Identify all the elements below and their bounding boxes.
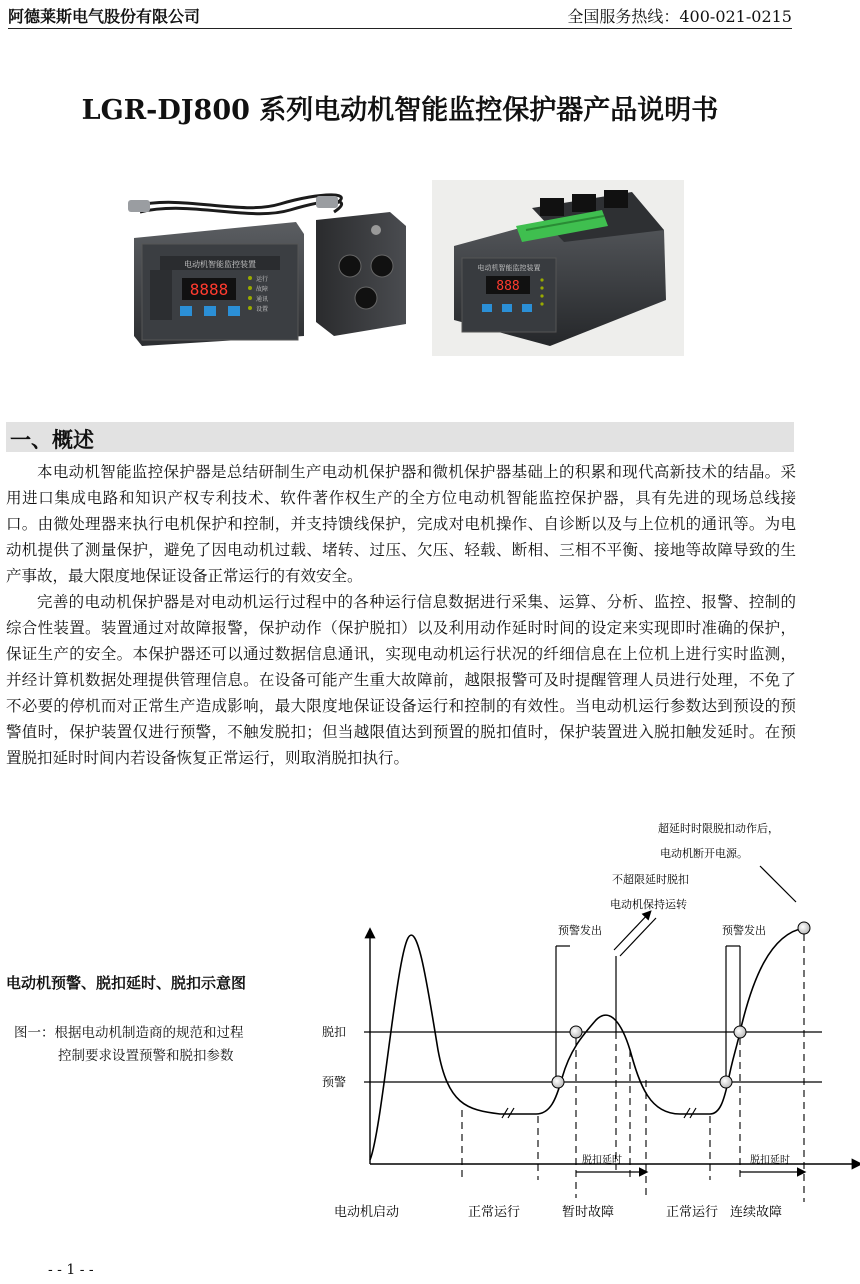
panel-display-2: 888: [496, 279, 520, 294]
stage-label-normal-2: 正常运行: [666, 1205, 719, 1220]
note-keep-line2: 电动机保持运转: [610, 898, 687, 911]
level-warn-label: 预警: [322, 1075, 347, 1089]
page-number: - - 1 - -: [48, 1262, 94, 1278]
stage-label-normal-1: 正常运行: [468, 1205, 521, 1220]
stage-label-cont-fault: 连续故障: [730, 1205, 783, 1220]
panel-button: [228, 306, 240, 316]
panel-title-2: 电动机智能监控装置: [477, 264, 541, 272]
figure-caption: [14, 1022, 284, 1068]
warn-point: [552, 1076, 564, 1088]
pointer-line: [760, 866, 796, 902]
trip-point: [734, 1026, 746, 1038]
panel-button: [204, 306, 216, 316]
panel-display-1: 8888: [189, 280, 229, 299]
caption-line: 图一：根据电动机制造商的规范和过程: [14, 1025, 244, 1041]
paragraph: 本电动机智能监控保护器是总结研制生产电动机保护器和微机保护器基础上的积累和现代高新技术的结晶。采用进口集成电路和知识产权专利技术、软件著作权生产的全方位电动机智能监控保护器，具有先进的现场总线接口。由微处理器来执行电机保护和控制，并支持馈线保护，完成对电机操作、自诊断以及与上位机的通讯等。为电动机提供了测量保护，避免了因电动机过载、堵转、过压、欠压、轻载、断相、三相不平衡、接地等故障导致的生产事故，最大限度地保证设备正常运行的有效安全。: [6, 463, 796, 585]
note-trip-line2: 电动机断开电源。: [660, 847, 748, 860]
section-title: 一、概述: [10, 427, 94, 452]
warn-point: [720, 1076, 732, 1088]
document-title: LGR-DJ800 系列电动机智能监控保护器产品说明书: [81, 95, 719, 126]
panel-button: [482, 304, 492, 312]
disconnect-point: [798, 922, 810, 934]
overview-body: [6, 459, 796, 771]
indicator-label: 运行: [256, 276, 269, 283]
note-trip-line1: 超延时时限脱扣动作后，: [658, 822, 779, 835]
motor-current-curve: [370, 928, 804, 1160]
section-header-overview: [6, 422, 794, 452]
delay-label-1: 脱扣延时: [582, 1155, 622, 1166]
stage-label-temp-fault: 暂时故障: [562, 1205, 615, 1220]
pointer-line: [614, 912, 650, 950]
service-hotline: 全国服务热线：400-021-0215: [567, 7, 792, 26]
panel-button: [522, 304, 532, 312]
indicator-label: 故障: [256, 286, 269, 293]
trip-point: [570, 1026, 582, 1038]
note-keep-line1: 不超限延时脱扣: [612, 873, 689, 886]
company-name: 阿德莱斯电气股份有限公司: [8, 7, 201, 26]
level-trip-label: 脱扣: [322, 1025, 347, 1039]
figure-title: 电动机预警、脱扣延时、脱扣示意图: [6, 974, 247, 992]
indicator-label: 设置: [256, 306, 269, 313]
caption-line: 控制要求设置预警和脱扣参数: [58, 1048, 234, 1064]
panel-title-1: 电动机智能监控装置: [184, 260, 256, 269]
warn-label-2: 预警发出: [722, 924, 766, 937]
indicator-label: 通讯: [256, 296, 269, 303]
delay-label-2: 脱扣延时: [750, 1155, 790, 1166]
paragraph: 完善的电动机保护器是对电动机运行过程中的各种运行信息数据进行采集、运算、分析、监控、报警、控制的综合性装置。装置通过对故障报警，保护动作（保护脱扣）以及利用动作延时时间的设定来实现即时准确的保护，保证生产的安全。本保护器还可以通过数据信息通讯，实现电动机运行状况的纤细信息在上位机上进行实时监测，并经计算机数据处理提供管理信息。在设备可能产生重大故障前，越限报警可及时提醒管理人员进行处理，不免了不必要的停机而对正常生产造成影响，最大限度地保证设备运行和控制的有效性。当电动机运行参数达到预设的预警值时，保护装置仅进行预警，不触发脱扣；但当越限值达到预置的脱扣值时，保护装置进入脱扣触发延时。在预置脱扣延时时间内若设备恢复正常运行，则取消脱扣执行。: [6, 593, 796, 767]
pointer-line: [620, 918, 656, 956]
stage-label-start: 电动机启动: [334, 1205, 400, 1220]
trip-delay-diagram: [300, 810, 860, 1230]
product-photo-integrated-unit: [432, 180, 684, 356]
page-header: [8, 0, 792, 29]
panel-button: [502, 304, 512, 312]
warn-label-1: 预警发出: [558, 924, 602, 937]
product-photo-main-unit: [120, 186, 420, 358]
panel-button: [180, 306, 192, 316]
